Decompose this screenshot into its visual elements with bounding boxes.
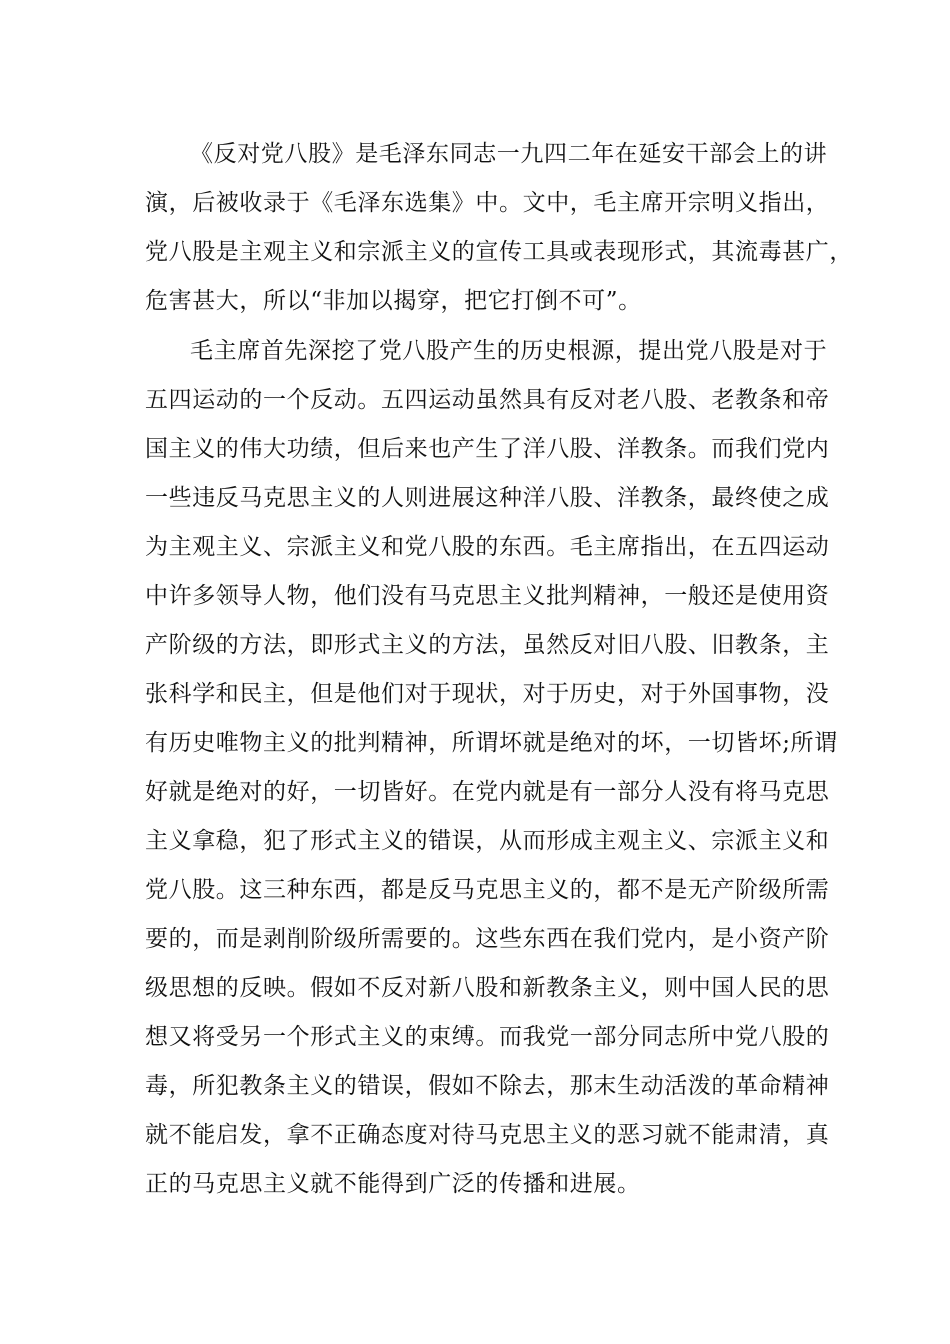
- text-line: 党八股是主观主义和宗派主义的宣传工具或表现形式，其流毒甚广，: [145, 239, 853, 265]
- text-line: 一些违反马克思主义的人则进展这种洋八股、洋教条，最终使之成: [145, 485, 830, 511]
- text-line: 毛主席首先深挖了党八股产生的历史根源，提出党八股是对于: [190, 338, 828, 364]
- text-line: 就不能启发，拿不正确态度对待马克思主义的恶习就不能肃清，真: [145, 1122, 830, 1148]
- text-line: 好就是绝对的好，一切皆好。在党内就是有一部分人没有将马克思: [145, 779, 830, 805]
- text-line: 危害甚大，所以“非加以揭穿，把它打倒不可”。: [145, 288, 642, 314]
- text-line: 毒，所犯教条主义的错误，假如不除去，那末生动活泼的革命精神: [145, 1073, 830, 1099]
- text-line: 为主观主义、宗派主义和党八股的东西。毛主席指出，在五四运动: [145, 534, 830, 560]
- text-line: 张科学和民主，但是他们对于现状，对于历史，对于外国事物，没: [145, 681, 830, 707]
- text-line: 中许多领导人物，他们没有马克思主义批判精神，一般还是使用资: [145, 583, 830, 609]
- text-line: 演，后被收录于《毛泽东选集》中。文中，毛主席开宗明义指出，: [145, 190, 830, 216]
- text-line: 《反对党八股》是毛泽东同志一九四二年在延安干部会上的讲: [190, 141, 828, 167]
- text-line: 党八股。这三种东西，都是反马克思主义的，都不是无产阶级所需: [145, 877, 830, 903]
- text-line: 想又将受另一个形式主义的束缚。而我党一部分同志所中党八股的: [145, 1024, 830, 1050]
- text-line: 级思想的反映。假如不反对新八股和新教条主义，则中国人民的思: [145, 975, 830, 1001]
- text-line: 正的马克思主义就不能得到广泛的传播和进展。: [145, 1171, 641, 1197]
- text-line: 有历史唯物主义的批判精神，所谓坏就是绝对的坏，一切皆坏;所谓: [145, 730, 838, 756]
- text-line: 国主义的伟大功绩，但后来也产生了洋八股、洋教条。而我们党内: [145, 436, 830, 462]
- text-line: 主义拿稳，犯了形式主义的错误，从而形成主观主义、宗派主义和: [145, 828, 830, 854]
- text-line: 要的，而是剥削阶级所需要的。这些东西在我们党内，是小资产阶: [145, 926, 830, 952]
- text-line: 产阶级的方法，即形式主义的方法，虽然反对旧八股、旧教条，主: [145, 632, 830, 658]
- text-line: 五四运动的一个反动。五四运动虽然具有反对老八股、老教条和帝: [145, 387, 830, 413]
